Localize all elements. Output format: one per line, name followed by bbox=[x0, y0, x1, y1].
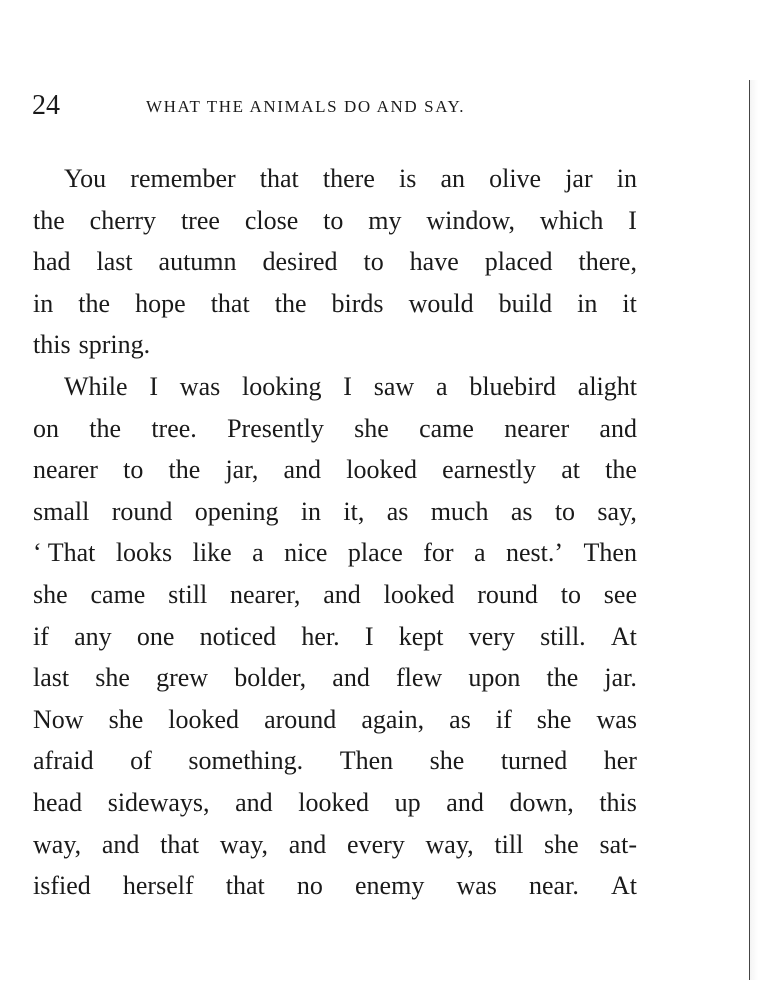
text-line bbox=[33, 782, 637, 824]
word: At bbox=[610, 871, 637, 901]
word: that bbox=[160, 829, 200, 859]
page-number: 24 bbox=[32, 90, 60, 121]
word: was bbox=[456, 871, 497, 901]
word: looked bbox=[346, 455, 417, 485]
text-line bbox=[33, 241, 637, 283]
word: till bbox=[494, 829, 524, 859]
paragraph bbox=[33, 366, 637, 907]
word: isfied bbox=[33, 871, 91, 901]
word: noticed bbox=[199, 621, 277, 651]
word: While bbox=[64, 371, 128, 401]
word: would bbox=[408, 288, 474, 318]
word: her. bbox=[301, 621, 340, 651]
word: up bbox=[394, 787, 421, 817]
word: she bbox=[95, 663, 130, 693]
text-line bbox=[33, 449, 637, 491]
word: I bbox=[364, 621, 374, 651]
word: remember bbox=[130, 164, 236, 193]
word: earnestly bbox=[442, 455, 537, 485]
word: no bbox=[296, 871, 323, 901]
word: any bbox=[74, 621, 112, 651]
word: she bbox=[33, 579, 68, 609]
word: desired bbox=[262, 247, 338, 277]
word: upon bbox=[468, 663, 521, 693]
word: looking bbox=[242, 371, 322, 401]
word: came bbox=[419, 413, 474, 443]
text-line bbox=[33, 491, 637, 533]
word: came bbox=[90, 579, 146, 609]
text-line bbox=[33, 699, 637, 741]
word: tree. bbox=[151, 413, 197, 443]
word: as bbox=[510, 496, 533, 526]
word: head bbox=[33, 787, 83, 817]
word: in bbox=[300, 496, 322, 526]
text-line bbox=[33, 532, 637, 574]
word: on bbox=[33, 413, 59, 443]
word: the bbox=[168, 455, 201, 485]
word: and bbox=[101, 829, 140, 859]
word: cherry bbox=[89, 205, 157, 235]
word: birds bbox=[331, 288, 384, 318]
word: close bbox=[244, 205, 299, 235]
word: jar, bbox=[225, 455, 259, 485]
word: and bbox=[288, 829, 327, 859]
text-line bbox=[33, 865, 637, 907]
word: this bbox=[33, 330, 71, 360]
word: kept bbox=[398, 621, 444, 651]
text-line bbox=[33, 200, 637, 242]
word: the bbox=[78, 288, 111, 318]
word: a bbox=[474, 538, 486, 568]
word: grew bbox=[156, 663, 209, 693]
word: again, bbox=[361, 704, 425, 734]
word: she bbox=[544, 829, 579, 859]
word: near. bbox=[529, 871, 579, 901]
word: At bbox=[610, 621, 637, 651]
word: that bbox=[225, 871, 265, 901]
word: for bbox=[423, 538, 454, 568]
word: one bbox=[136, 621, 175, 651]
word: in bbox=[577, 288, 598, 318]
word: last bbox=[96, 247, 133, 277]
text-line bbox=[33, 283, 637, 325]
word: turned bbox=[500, 746, 568, 776]
word: still bbox=[168, 579, 208, 609]
word: much bbox=[430, 496, 489, 526]
word: way, bbox=[219, 829, 269, 859]
word: have bbox=[409, 247, 459, 277]
word: sat- bbox=[599, 829, 637, 859]
word: to bbox=[323, 205, 344, 235]
word: and bbox=[332, 663, 370, 693]
word: the bbox=[605, 455, 637, 485]
text-line bbox=[33, 408, 637, 450]
word: build bbox=[498, 288, 553, 318]
word: to bbox=[363, 247, 384, 277]
word: is bbox=[398, 164, 417, 193]
word: afraid bbox=[33, 746, 94, 776]
word: around bbox=[264, 704, 337, 734]
word: had bbox=[33, 247, 71, 277]
word: say, bbox=[597, 496, 637, 526]
word: nearer bbox=[33, 455, 98, 485]
word: looked bbox=[168, 704, 240, 734]
word: that bbox=[210, 288, 250, 318]
word: and bbox=[283, 455, 322, 485]
word: see bbox=[603, 579, 637, 609]
body-text bbox=[33, 158, 637, 907]
page-header bbox=[32, 88, 642, 124]
word: like bbox=[192, 538, 232, 568]
word: round bbox=[477, 579, 538, 609]
word: in bbox=[33, 288, 54, 318]
word: she bbox=[354, 413, 389, 443]
word: that bbox=[259, 164, 299, 193]
word: I bbox=[343, 371, 352, 401]
word: there, bbox=[578, 247, 637, 277]
word: very bbox=[468, 621, 515, 651]
word: the bbox=[274, 288, 307, 318]
word: and bbox=[599, 413, 637, 443]
word: to bbox=[123, 455, 144, 485]
text-line bbox=[33, 657, 637, 699]
text-line bbox=[33, 366, 637, 408]
word: if bbox=[33, 621, 49, 651]
word: her bbox=[603, 746, 637, 776]
word: every bbox=[347, 829, 405, 859]
word: window, bbox=[426, 205, 515, 235]
word: she bbox=[108, 704, 144, 734]
word: jar bbox=[565, 164, 593, 193]
word: the bbox=[546, 663, 579, 693]
text-line bbox=[33, 574, 637, 616]
word: she bbox=[536, 704, 572, 734]
word: a bbox=[252, 538, 264, 568]
word: as bbox=[449, 704, 471, 734]
word: bolder, bbox=[234, 663, 307, 693]
word: still. bbox=[540, 621, 586, 651]
word: way, bbox=[33, 829, 82, 859]
word: nearer bbox=[504, 413, 570, 443]
word: there bbox=[322, 164, 375, 193]
word: looks bbox=[115, 538, 173, 568]
word: was bbox=[596, 704, 637, 734]
word: of bbox=[130, 746, 152, 776]
word: and bbox=[446, 787, 484, 817]
text-line bbox=[33, 616, 637, 658]
text-line bbox=[33, 740, 637, 782]
word: sideways, bbox=[107, 787, 210, 817]
word: was bbox=[179, 371, 221, 401]
word: to bbox=[560, 579, 581, 609]
word: placed bbox=[484, 247, 553, 277]
word: saw bbox=[373, 371, 415, 401]
word: the bbox=[33, 205, 65, 235]
paragraph bbox=[33, 158, 637, 366]
word: way, bbox=[425, 829, 474, 859]
word: Now bbox=[33, 704, 84, 734]
text-line bbox=[33, 324, 637, 366]
word: in bbox=[616, 164, 637, 193]
word: looked bbox=[298, 787, 370, 817]
word: an bbox=[440, 164, 465, 193]
word: jar. bbox=[604, 663, 637, 693]
word: ‘ That bbox=[33, 538, 96, 568]
word: You bbox=[64, 164, 107, 193]
word: down, bbox=[509, 787, 574, 817]
word: my bbox=[368, 205, 402, 235]
word: and bbox=[235, 787, 273, 817]
text-line bbox=[33, 158, 637, 200]
word: the bbox=[89, 413, 122, 443]
word: looked bbox=[383, 579, 455, 609]
word: a bbox=[435, 371, 448, 401]
word: nice bbox=[284, 538, 328, 568]
word: herself bbox=[122, 871, 194, 901]
word: as bbox=[386, 496, 409, 526]
word: enemy bbox=[355, 871, 425, 901]
word: hope bbox=[135, 288, 186, 318]
word: and bbox=[323, 579, 361, 609]
text-line bbox=[33, 824, 637, 866]
word: something. bbox=[188, 746, 304, 776]
word: nest.’ bbox=[506, 538, 564, 568]
word: at bbox=[561, 455, 580, 485]
word: small bbox=[33, 496, 90, 526]
word: I bbox=[628, 205, 637, 235]
word: this bbox=[599, 787, 637, 817]
word: place bbox=[347, 538, 403, 568]
word: it bbox=[622, 288, 637, 318]
word: bluebird bbox=[469, 371, 556, 401]
word: autumn bbox=[158, 247, 237, 277]
word: alight bbox=[577, 371, 637, 401]
word: tree bbox=[180, 205, 220, 235]
word: last bbox=[33, 663, 70, 693]
word: olive bbox=[489, 164, 542, 193]
word: Presently bbox=[227, 413, 324, 443]
word: nearer, bbox=[230, 579, 301, 609]
word: if bbox=[495, 704, 512, 734]
word: opening bbox=[194, 496, 279, 526]
word: to bbox=[554, 496, 576, 526]
word: which bbox=[539, 205, 604, 235]
word: spring. bbox=[78, 330, 151, 360]
word: she bbox=[429, 746, 465, 776]
running-head: WHAT THE ANIMALS DO AND SAY. bbox=[146, 97, 466, 116]
word: flew bbox=[395, 663, 443, 693]
word: Then bbox=[583, 538, 637, 568]
binding-edge bbox=[749, 80, 758, 980]
word: I bbox=[149, 371, 158, 401]
word: it, bbox=[343, 496, 365, 526]
word: round bbox=[111, 496, 173, 526]
word: Then bbox=[339, 746, 394, 776]
